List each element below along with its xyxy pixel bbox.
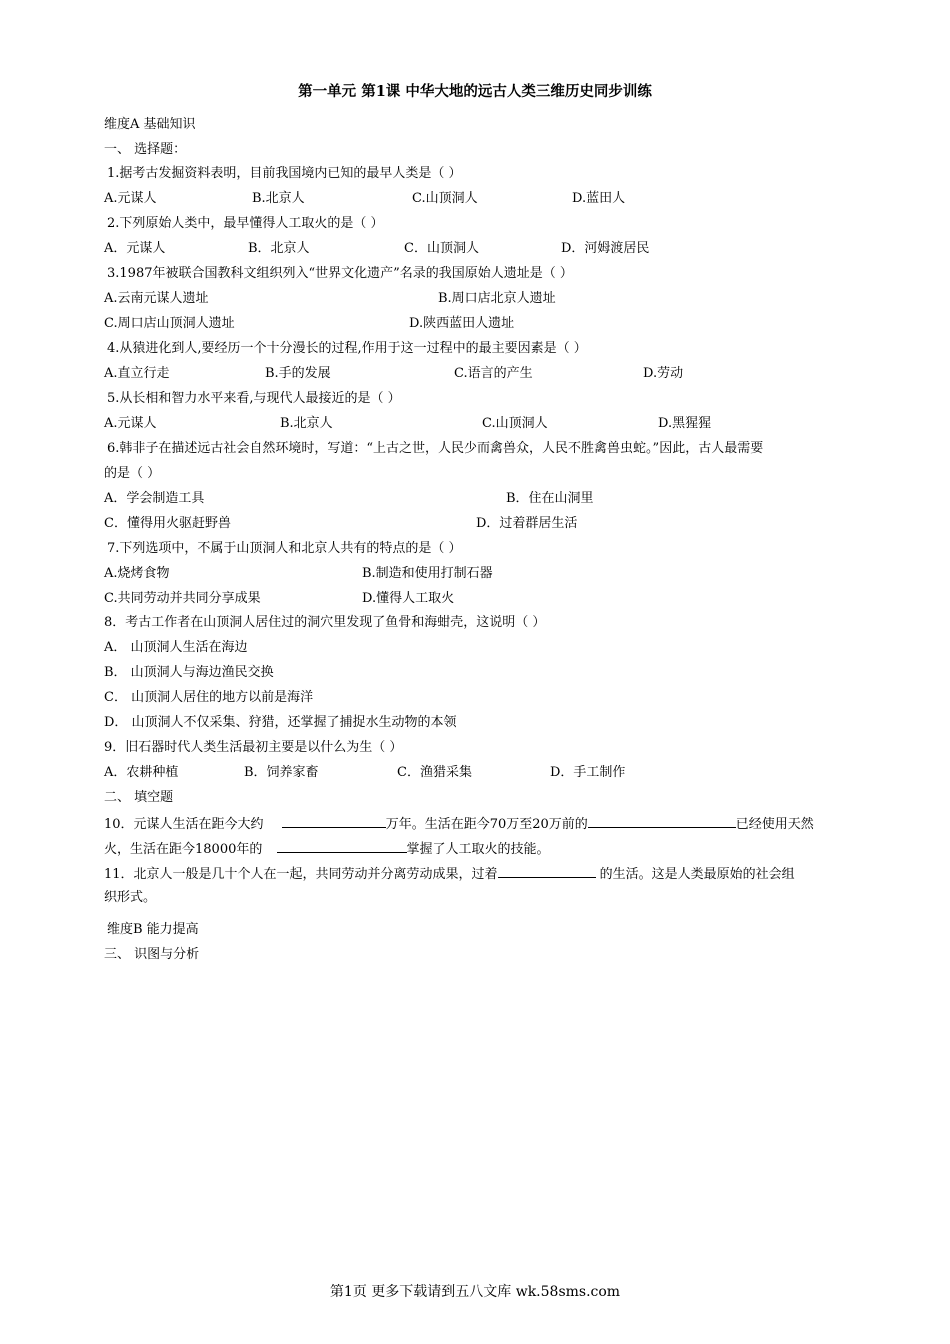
q8-option-b: B． 山顶洞人与海边渔民交换 <box>104 665 274 680</box>
q1-stem: 1.据考古发掘资料表明，目前我国境内已知的最早人类是（ ） <box>107 166 462 181</box>
part3-heading: 三、 识图与分析 <box>104 947 200 962</box>
q9-option-b: B．饲养家畜 <box>244 765 319 780</box>
q2-option-d: D．河姆渡居民 <box>561 241 650 256</box>
q8-stem: 8．考古工作者在山顶洞人居住过的洞穴里发现了鱼骨和海蚶壳，这说明（ ） <box>104 615 546 630</box>
q5-stem: 5.从长相和智力水平来看,与现代人最接近的是（ ） <box>107 391 401 406</box>
q8-option-d: D． 山顶洞人不仅采集、狩猎，还掌握了捕捉水生动物的本领 <box>104 715 457 730</box>
q9-option-a: A．农耕种植 <box>104 765 179 780</box>
part2-heading: 二、 填空题 <box>104 790 174 805</box>
part1-heading: 一、 选择题： <box>104 142 187 157</box>
q5-option-a: A.元谋人 <box>104 416 157 431</box>
q10-line2 <box>104 839 856 859</box>
q9-stem: 9．旧石器时代人类生活最初主要是以什么为生（ ） <box>104 740 403 755</box>
q3-option-c: C.周口店山顶洞人遗址 <box>104 316 235 331</box>
q7-option-d: D.懂得人工取火 <box>362 591 455 606</box>
q9-option-c: C．渔猎采集 <box>397 765 472 780</box>
section-b-heading: 维度B 能力提高 <box>107 922 199 937</box>
q10-text-b: 万年。生活在距今70万至20万前的 <box>385 817 588 832</box>
q4-option-d: D.劳动 <box>643 366 684 381</box>
page-footer: 第1页 更多下载请到五八文库 wk.58sms.com <box>329 1284 621 1300</box>
q6-option-a: A．学会制造工具 <box>104 491 205 506</box>
q2-option-b: B．北京人 <box>248 241 310 256</box>
q3-stem: 3.1987年被联合国教科文组织列入“世界文化遗产”名录的我国原始人遗址是（ ） <box>107 266 573 281</box>
q10-text-a: 10．元谋人生活在距今大约 <box>104 817 264 832</box>
q8-option-a: A． 山顶洞人生活在海边 <box>104 640 248 655</box>
q4-option-c: C.语言的产生 <box>454 366 533 381</box>
q10-text-c: 已经使用天然 <box>735 817 814 832</box>
q5-option-b: B.北京人 <box>280 416 333 431</box>
q4-option-b: B.手的发展 <box>265 366 331 381</box>
q9-option-d: D．手工制作 <box>550 765 626 780</box>
q1-option-c: C.山顶洞人 <box>412 191 478 206</box>
q8-option-c: C． 山顶洞人居住的地方以前是海洋 <box>104 690 314 705</box>
q3-option-b: B.周口店北京人遗址 <box>438 291 556 306</box>
q10-blank-1[interactable] <box>282 814 386 828</box>
q11-line1 <box>104 864 856 884</box>
q11-line2: 织形式。 <box>104 890 157 905</box>
q11-text-b: 的生活。这是人类最原始的社会组 <box>595 867 795 882</box>
q5-option-c: C.山顶洞人 <box>482 416 548 431</box>
q7-option-c: C.共同劳动并共同分享成果 <box>104 591 261 606</box>
q7-option-b: B.制造和使用打制石器 <box>362 566 493 581</box>
q2-stem: 2.下列原始人类中，最早懂得人工取火的是（ ） <box>107 216 384 231</box>
q6-stem-line1: 6.韩非子在描述远古社会自然环境时，写道：“上古之世，人民少而禽兽众，人民不胜禽兽虫蛇。”因此，古人最需要 <box>107 441 764 456</box>
q1-option-d: D.蓝田人 <box>572 191 626 206</box>
q5-option-d: D.黑猩猩 <box>658 416 712 431</box>
q6-option-c: C．懂得用火驱赶野兽 <box>104 516 231 531</box>
q3-option-a: A.云南元谋人遗址 <box>104 291 209 306</box>
q4-stem: 4.从猿进化到人,要经历一个十分漫长的过程,作用于这一过程中的最主要因素是（ ） <box>107 341 587 356</box>
q7-option-a: A.烧烤食物 <box>104 566 170 581</box>
q4-option-a: A.直立行走 <box>104 366 170 381</box>
q11-text-a: 11．北京人一般是几十个人在一起，共同劳动并分离劳动成果，过着 <box>104 867 498 882</box>
section-a-heading: 维度A 基础知识 <box>104 117 196 132</box>
q7-stem: 7.下列选项中，不属于山顶洞人和北京人共有的特点的是（ ） <box>107 541 462 556</box>
q6-option-b: B．住在山洞里 <box>506 491 594 506</box>
q1-option-b: B.北京人 <box>252 191 305 206</box>
q10-text-e: 掌握了人工取火的技能。 <box>406 842 550 857</box>
q2-option-a: A．元谋人 <box>104 241 166 256</box>
q10-line1 <box>104 814 856 834</box>
q11-blank-1[interactable] <box>498 864 596 878</box>
q10-blank-2[interactable] <box>588 814 736 828</box>
q10-text-d: 火，生活在距今18000年的 <box>104 842 263 857</box>
q6-stem-line2: 的是（ ） <box>104 466 161 481</box>
q1-option-a: A.元谋人 <box>104 191 157 206</box>
page-title: 第一单元 第1课 中华大地的远古人类三维历史同步训练 <box>298 83 652 100</box>
q6-option-d: D．过着群居生活 <box>476 516 578 531</box>
q3-option-d: D.陕西蓝田人遗址 <box>409 316 515 331</box>
q2-option-c: C．山顶洞人 <box>404 241 479 256</box>
q10-blank-3[interactable] <box>277 839 407 853</box>
